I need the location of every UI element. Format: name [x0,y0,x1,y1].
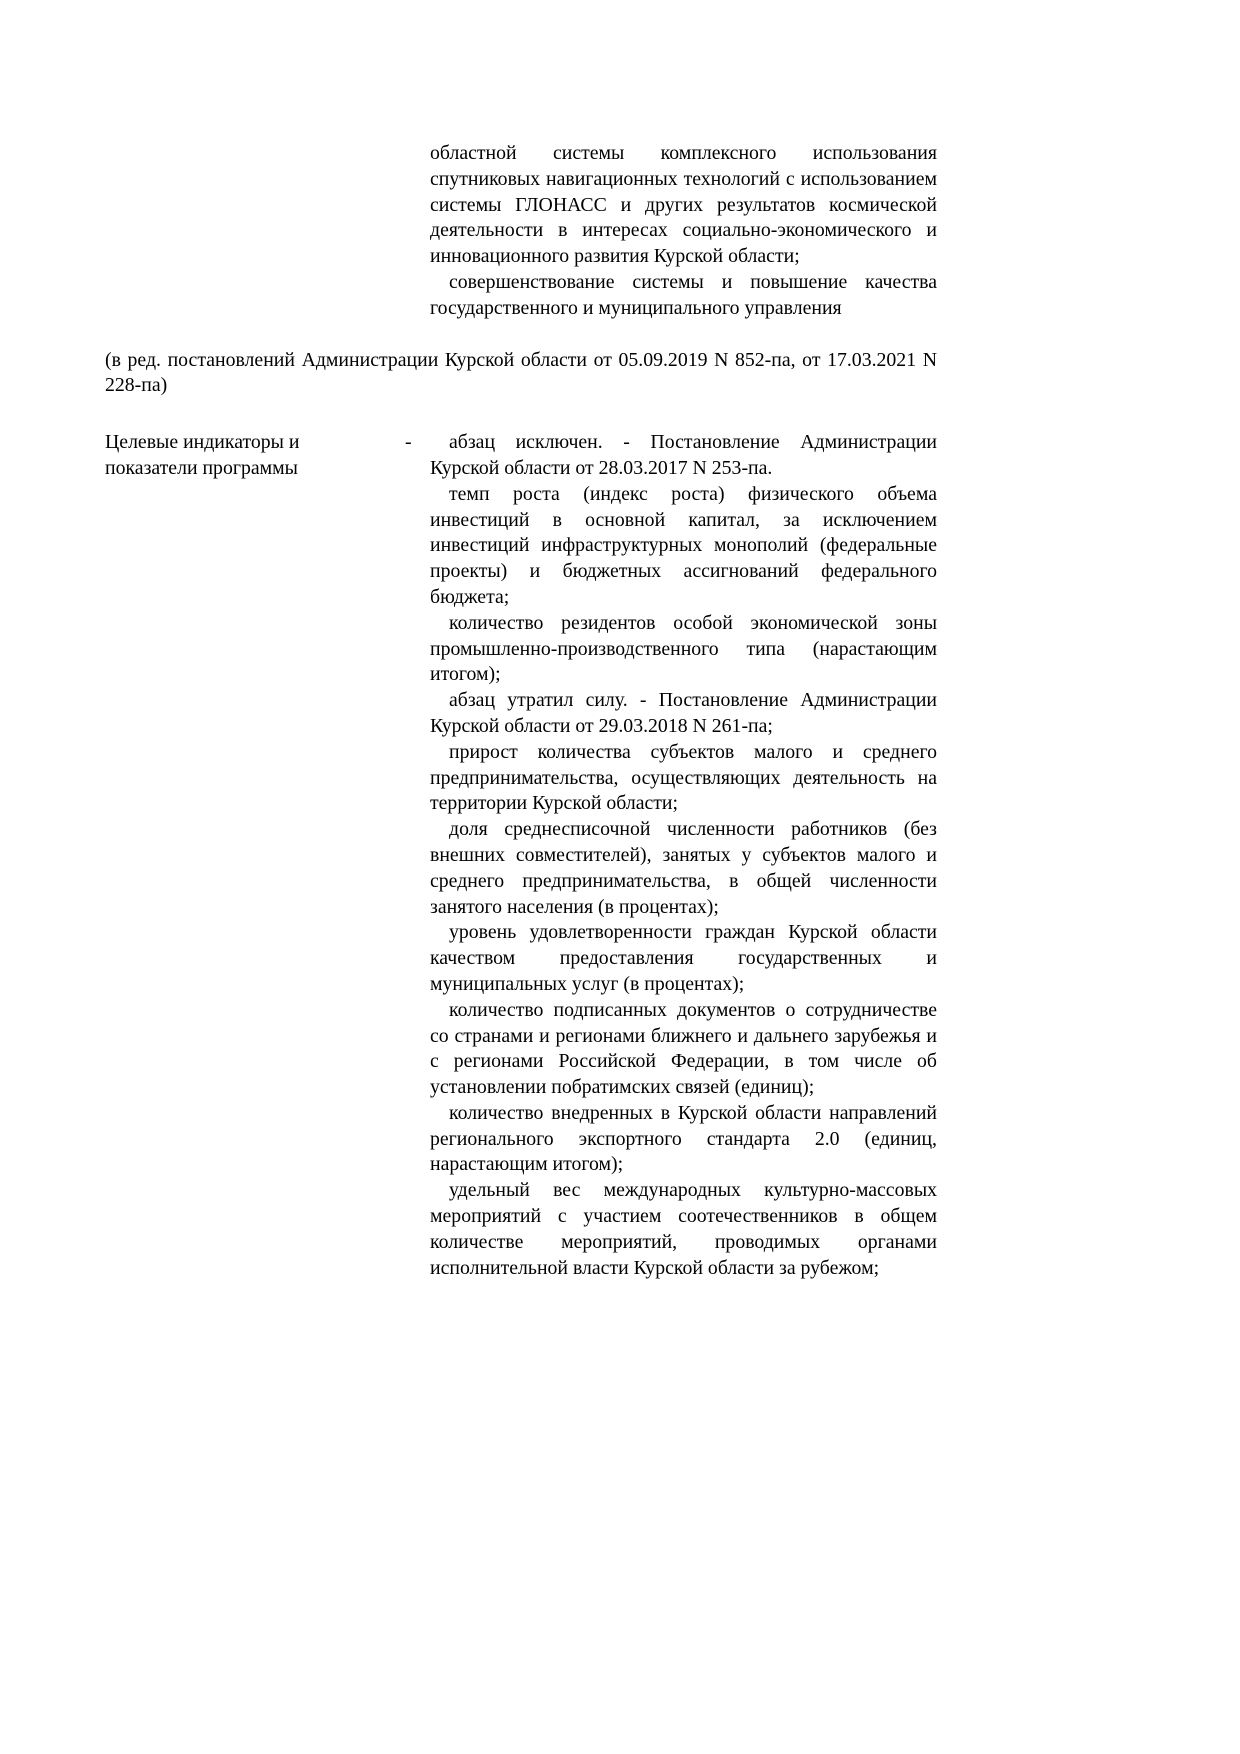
continuation-paragraph: совершенствование системы и повышение качества государственного и муниципального управления [430,270,937,319]
indicators-paragraphs [430,430,937,1281]
indicators-label: Целевые индикаторы и показатели программы [105,431,300,479]
indicator-paragraph: удельный вес международных культурно-массовых мероприятий с участием соотечественников в общем количестве мероприятий, проводимых органами исполнительной власти Курской области за рубежом; [430,1179,937,1279]
indicator-paragraph: уровень удовлетворенности граждан Курской области качеством предоставления государственных и муниципальных услуг (в процентах); [430,921,937,995]
indicator-paragraph: количество внедренных в Курской области направлений регионального экспортного стандарта 2.0 (единиц, нарастающим итогом); [430,1101,937,1176]
indicator-paragraph: количество подписанных документов о сотрудничестве со странами и регионами ближнего и дальнего зарубежья и с регионами Российской Федерации, в том числе об установлении побратимских связей (единиц); [430,998,937,1099]
indicator-paragraph: количество резидентов особой экономической зоны промышленно-производственного типа (нарастающим итогом); [430,611,937,686]
indicator-paragraph: абзац утратил силу. - Постановление Администрации Курской области от 29.03.2018 N 261-па; [430,689,937,737]
amendment-note: (в ред. постановлений Администрации Курской области от 05.09.2019 N 852-па, от 17.03.2021 N 228-па) [105,348,937,397]
indicator-paragraph: прирост количества субъектов малого и среднего предпринимательства, осуществляющих деятельность на территории Курской области; [430,740,937,815]
indicators-separator: - [405,431,412,454]
indicator-paragraph: темп роста (индекс роста) физического объема инвестиций в основной капитал, за исключением инвестиций инфраструктурных монополий (федеральные проекты) и бюджетных ассигнований федерального бюджета; [430,482,937,608]
indicators-row [105,430,937,1281]
indicator-paragraph: абзац исключен. - Постановление Администрации Курской области от 28.03.2017 N 253-па. [430,431,937,479]
indicator-paragraph: доля среднесписочной численности работников (без внешних совместителей), занятых у субъектов малого и среднего предпринимательства, в общей численности занятого населения (в процентах); [430,818,937,918]
continuation-block [430,141,937,322]
continuation-paragraph: областной системы комплексного использования спутниковых навигационных технологий с использованием системы ГЛОНАСС и других результатов космической деятельности в интересах социально-экономического и инновационного развития Курской области; [430,142,937,268]
